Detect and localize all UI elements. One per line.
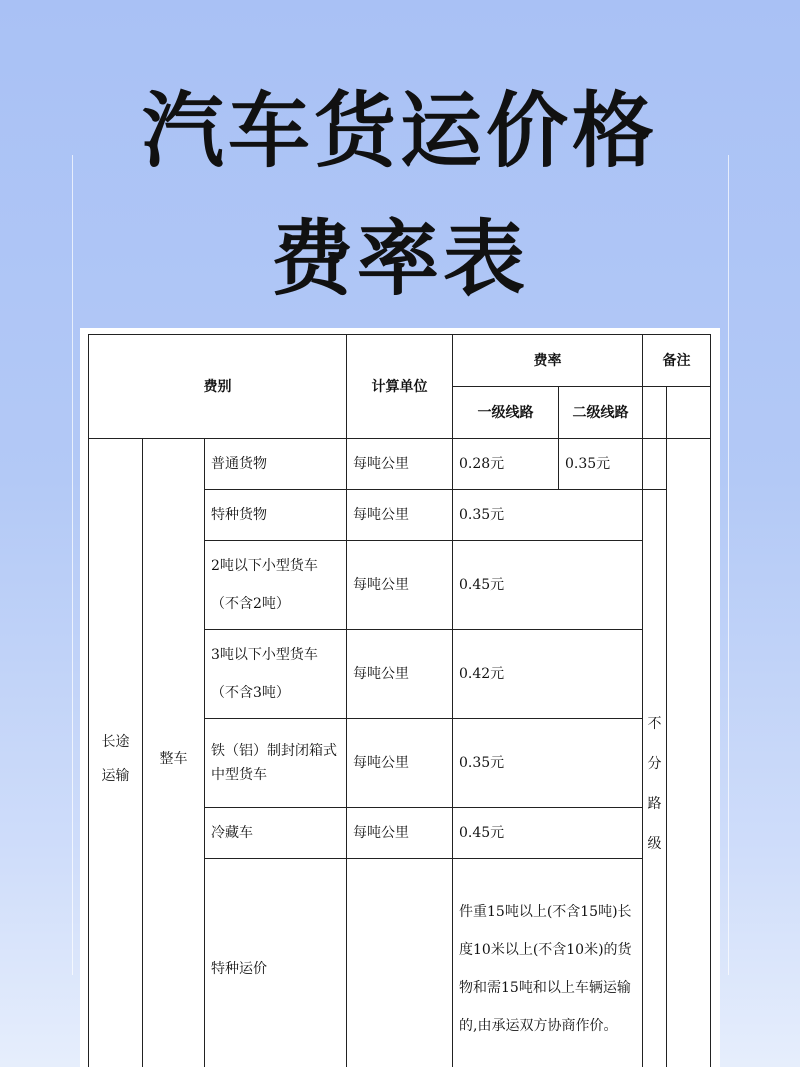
note-label: 不分路级 (647, 716, 662, 852)
row-name (205, 719, 347, 808)
row-name: 特种运价 (205, 859, 347, 1067)
row-unit (347, 859, 453, 1067)
page-title-line2: 费率表 (270, 212, 529, 307)
subgroup-cell (143, 439, 205, 1067)
row-rate-special: 件重15吨以上(不含15吨)长度10米以上(不含10米)的货物和需15吨和以上车辆运输的,由承运双方协商作价。 (453, 859, 643, 1067)
page-title-line1: 汽车货运价格 (141, 84, 658, 179)
header-unit: 计算单位 (347, 335, 453, 439)
subgroup-label: 整车 (159, 750, 188, 767)
row-name-text: 铁（铝）制封闭箱式中型货车 (211, 743, 337, 783)
header-rate: 费率 (453, 335, 643, 387)
row-name: 普通货物 (205, 439, 347, 490)
row-name-text: 2吨以下小型货车（不含2吨） (211, 558, 318, 612)
row-unit: 每吨公里 (347, 541, 453, 630)
row-rate: 0.45元 (453, 541, 643, 630)
row-name-text: 3吨以下小型货车（不含3吨） (211, 647, 318, 701)
note-empty (643, 439, 667, 490)
row-name (205, 630, 347, 719)
group-label: 长途运输 (101, 733, 130, 784)
row-rate: 0.35元 (453, 719, 643, 808)
row-rate: 0.35元 (453, 490, 643, 541)
row-rate: 0.42元 (453, 630, 643, 719)
header-category: 费别 (89, 335, 347, 439)
row-unit: 每吨公里 (347, 719, 453, 808)
row-rate1: 0.28元 (453, 439, 559, 490)
row-name (205, 541, 347, 630)
rate-table-sheet (80, 328, 720, 1067)
row-unit: 每吨公里 (347, 808, 453, 859)
row-unit: 每吨公里 (347, 439, 453, 490)
note-spacer-1 (643, 387, 667, 439)
row-rate: 0.45元 (453, 808, 643, 859)
row-rate2: 0.35元 (559, 439, 643, 490)
header-note: 备注 (643, 335, 711, 387)
header-class1: 一级线路 (453, 387, 559, 439)
group-cell (89, 439, 143, 1067)
row-name: 冷藏车 (205, 808, 347, 859)
header-class2: 二级线路 (559, 387, 643, 439)
row-name: 特种货物 (205, 490, 347, 541)
row-unit: 每吨公里 (347, 630, 453, 719)
note-spacer-2 (667, 387, 711, 439)
row-unit: 每吨公里 (347, 490, 453, 541)
note-grid (667, 439, 711, 1067)
note-cell (643, 490, 667, 1067)
rate-table (88, 334, 711, 1067)
